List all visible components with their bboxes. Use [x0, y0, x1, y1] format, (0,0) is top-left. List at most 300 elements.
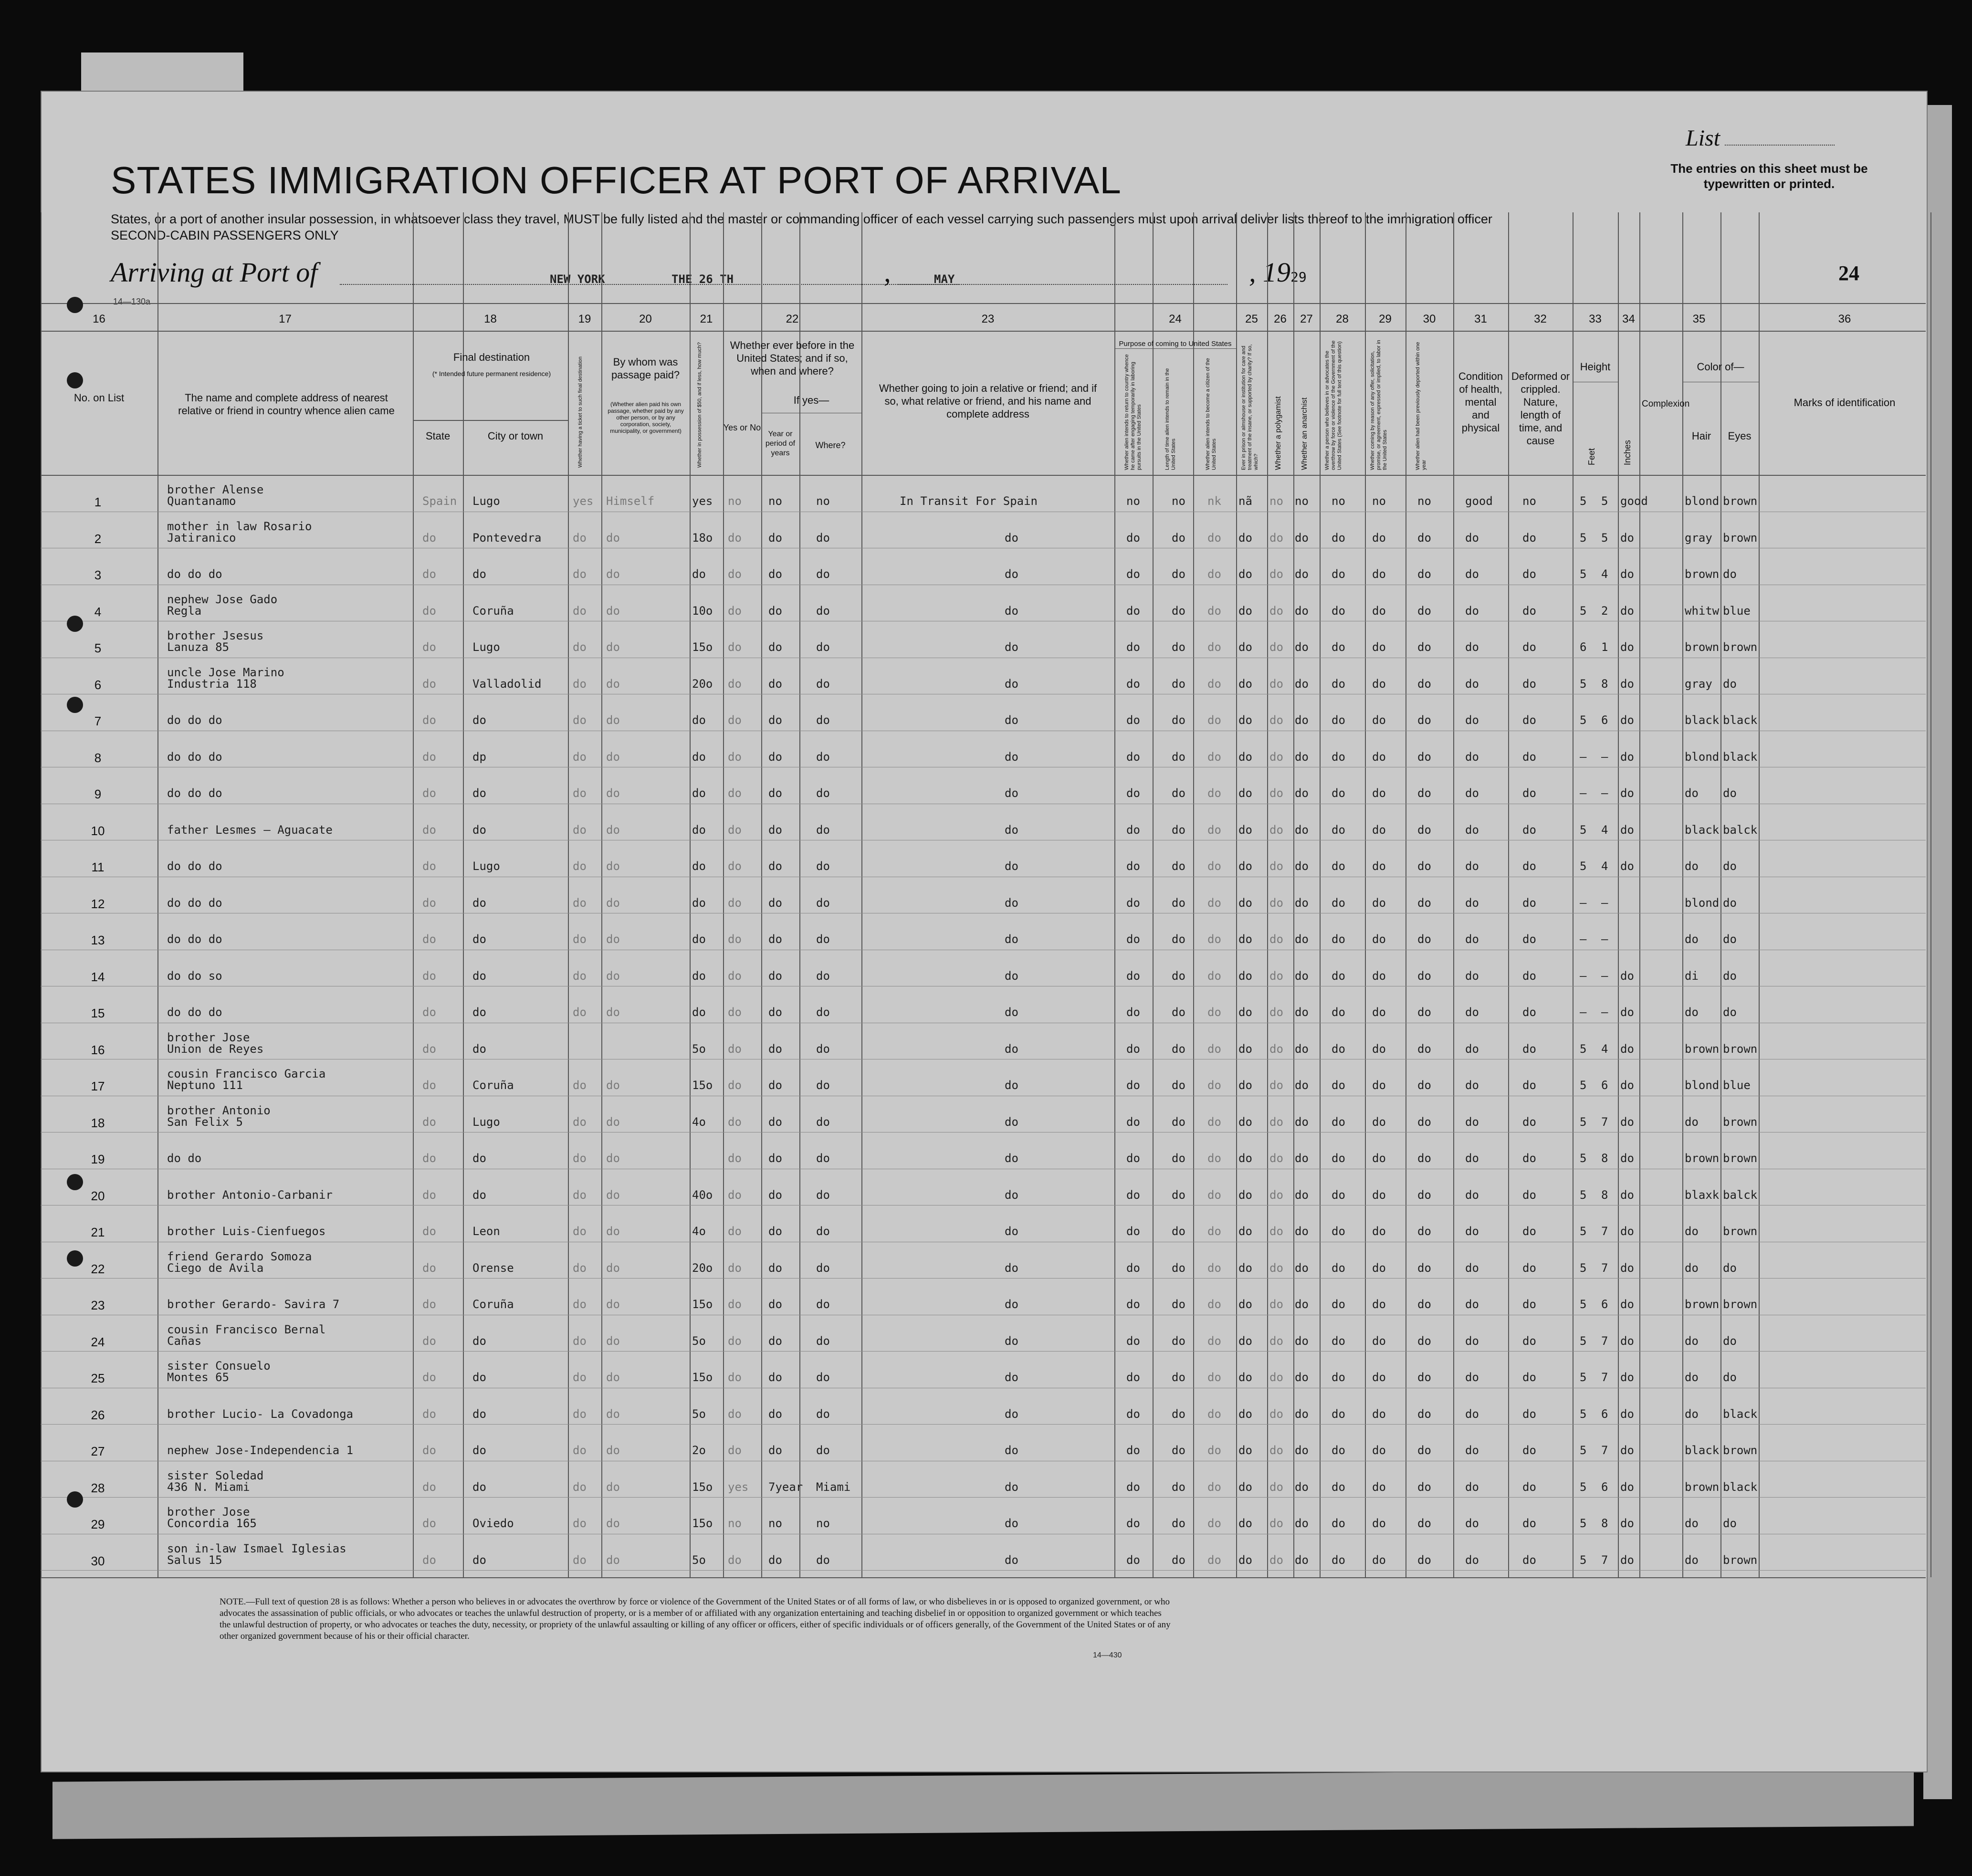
cell-eyes: brown — [1723, 640, 1758, 654]
row-number: 27 — [91, 1444, 105, 1458]
cell-c25: do — [1238, 1553, 1252, 1567]
cell-where: no — [816, 494, 830, 508]
cell-p1: do — [1126, 677, 1140, 691]
row-number: 15 — [91, 1006, 105, 1020]
cell-p3: nk — [1207, 494, 1221, 508]
cell-money: 15o — [692, 640, 713, 654]
cell-year: do — [768, 713, 782, 727]
cell-where: do — [816, 713, 830, 727]
cell-c25: do — [1238, 531, 1252, 545]
cell-deform: do — [1522, 713, 1536, 727]
cell-compl: do — [1620, 1042, 1634, 1056]
cell-eyes: do — [1723, 859, 1737, 873]
cell-health: do — [1465, 1042, 1479, 1056]
cell-c25: do — [1238, 1407, 1252, 1421]
cell-c26: do — [1269, 1553, 1283, 1567]
cell-ft: 5 — [1580, 823, 1587, 837]
cell-health: do — [1465, 1444, 1479, 1457]
header-nearest-relative: The name and complete address of nearest relative or friend in country whence alien came — [178, 392, 395, 417]
row-divider — [41, 1570, 1926, 1571]
cell-c26: do — [1269, 677, 1283, 691]
manifest-table — [41, 212, 1926, 1577]
cell-eyes: black — [1723, 713, 1758, 727]
cell-c25: do — [1238, 1042, 1252, 1056]
cell-in: 1 — [1601, 640, 1608, 654]
cell-money: 15o — [692, 1480, 713, 1494]
cell-c28: do — [1332, 1444, 1345, 1457]
header-if-yes: If yes— — [793, 394, 829, 406]
cell-paid: do — [606, 1079, 620, 1092]
cell-paid: do — [606, 1115, 620, 1129]
cell-p3: do — [1207, 604, 1221, 618]
cell-p1: do — [1126, 1371, 1140, 1384]
cell-rel2: Union de Reyes — [167, 1042, 264, 1056]
cell-ticket: do — [573, 604, 587, 618]
cell-health: good — [1465, 494, 1493, 508]
cell-c29: do — [1372, 677, 1386, 691]
cell-in: 7 — [1601, 1225, 1608, 1238]
cell-city: Lugo — [472, 494, 500, 508]
cell-ft: 5 — [1580, 1152, 1587, 1165]
cell-health: do — [1465, 969, 1479, 983]
cell-city: do — [472, 567, 486, 581]
cell-paid: do — [606, 1298, 620, 1311]
cell-c25: do — [1238, 640, 1252, 654]
cell-city: do — [472, 713, 486, 727]
cell-ticket: do — [573, 1152, 587, 1165]
cell-p2: no — [1172, 494, 1185, 508]
cell-c28: no — [1332, 494, 1345, 508]
cell-paid: do — [606, 1188, 620, 1202]
header-purpose-b: Length of time alien intends to remain in the United States — [1164, 368, 1176, 470]
cell-deform: do — [1522, 859, 1536, 873]
cell-p1: do — [1126, 1261, 1140, 1275]
cell-hair: do — [1685, 859, 1699, 873]
header-hair: Hair — [1691, 430, 1711, 442]
cell-p1: do — [1126, 531, 1140, 545]
cell-p2: do — [1172, 1115, 1185, 1129]
cell-year: do — [768, 640, 782, 654]
cell-join: do — [1005, 1298, 1018, 1311]
cell-c26: do — [1269, 604, 1283, 618]
cell-state: do — [422, 1407, 436, 1421]
cell-paid: do — [606, 1480, 620, 1494]
cell-ticket: do — [573, 969, 587, 983]
cell-paid: do — [606, 531, 620, 545]
cell-yn: do — [728, 713, 742, 727]
cell-city: do — [472, 786, 486, 800]
cell-in: 7 — [1601, 1553, 1608, 1567]
cell-c30: do — [1417, 1006, 1431, 1019]
cell-c25: do — [1238, 1152, 1252, 1165]
cell-p1: do — [1126, 1042, 1140, 1056]
cell-yn: do — [728, 531, 742, 545]
cell-state: do — [422, 786, 436, 800]
header-city: City or town — [487, 430, 544, 442]
row-divider — [41, 1424, 1926, 1425]
cell-money: 4o — [692, 1225, 706, 1238]
header-height: Height — [1580, 361, 1611, 373]
cell-c27: do — [1295, 1152, 1309, 1165]
cell-compl: do — [1620, 1079, 1634, 1092]
cell-compl: do — [1620, 1152, 1634, 1165]
cell-c27: do — [1295, 1188, 1309, 1202]
cell-rel2: Ciego de Avila — [167, 1261, 264, 1275]
header-complexion: Complexion — [1642, 399, 1690, 409]
cell-c26: do — [1269, 1371, 1283, 1384]
cell-eyes: do — [1723, 933, 1737, 946]
cell-money: do — [692, 823, 706, 837]
cell-deform: do — [1522, 1188, 1536, 1202]
cell-join: do — [1005, 1006, 1018, 1019]
col-num-22: 22 — [786, 313, 799, 325]
cell-rel1: friend Gerardo Somoza — [167, 1249, 312, 1263]
cell-c27: do — [1295, 567, 1309, 581]
cell-money: 20o — [692, 1261, 713, 1275]
binder-hole — [67, 1174, 83, 1190]
cell-c30: do — [1417, 786, 1431, 800]
cell-city: dp — [472, 750, 486, 764]
cell-c28: do — [1332, 1480, 1345, 1494]
cell-c28: do — [1332, 1188, 1345, 1202]
year-value: , 1929 — [1249, 257, 1307, 288]
cell-eyes: brown — [1723, 1553, 1758, 1567]
cell-join: do — [1005, 531, 1018, 545]
cell-deform: do — [1522, 531, 1536, 545]
cell-c25: do — [1238, 677, 1252, 691]
cell-c29: do — [1372, 567, 1386, 581]
cell-c26: do — [1269, 859, 1283, 873]
cell-ft: 5 — [1580, 1298, 1587, 1311]
cell-c29: do — [1372, 859, 1386, 873]
cell-paid: do — [606, 567, 620, 581]
cell-eyes: blue — [1723, 604, 1751, 618]
cell-c26: do — [1269, 531, 1283, 545]
cell-city: do — [472, 1444, 486, 1457]
cell-money: 10o — [692, 604, 713, 618]
row-number: 1 — [94, 495, 102, 509]
cell-rel2: brother Antonio-Carbanir — [167, 1188, 333, 1202]
cell-c27: no — [1295, 494, 1309, 508]
cell-rel2: 436 N. Miami — [167, 1480, 250, 1494]
cell-ft: – — [1580, 969, 1587, 983]
cell-p2: do — [1172, 1444, 1185, 1457]
cell-in: 7 — [1601, 1444, 1608, 1457]
cell-c26: do — [1269, 1115, 1283, 1129]
cell-deform: do — [1522, 677, 1536, 691]
cell-health: do — [1465, 713, 1479, 727]
cell-compl: do — [1620, 677, 1634, 691]
cell-health: do — [1465, 1079, 1479, 1092]
cell-rel2: do do do — [167, 786, 222, 800]
cell-c25: do — [1238, 859, 1252, 873]
cell-year: do — [768, 750, 782, 764]
cell-c28: do — [1332, 1079, 1345, 1092]
cell-c25: do — [1238, 1225, 1252, 1238]
cell-year: do — [768, 1371, 782, 1384]
binder-hole — [67, 1250, 83, 1267]
cell-hair: di — [1685, 969, 1699, 983]
cell-where: do — [816, 1115, 830, 1129]
cell-p3: do — [1207, 1042, 1221, 1056]
cell-in: 8 — [1601, 1517, 1608, 1530]
cell-state: do — [422, 823, 436, 837]
row-divider — [41, 1497, 1926, 1498]
cell-rel2: do do — [167, 1152, 202, 1165]
cell-p3: do — [1207, 1225, 1221, 1238]
cell-rel2: Montes 65 — [167, 1371, 230, 1384]
cell-p3: do — [1207, 1188, 1221, 1202]
cell-city: do — [472, 969, 486, 983]
cell-rel2: do do do — [167, 567, 222, 581]
cell-in: – — [1601, 1006, 1608, 1019]
header-purpose: Purpose of coming to United States — [1119, 340, 1232, 348]
cell-compl: do — [1620, 531, 1634, 545]
cell-c27: do — [1295, 1334, 1309, 1348]
row-number: 4 — [94, 604, 102, 619]
cell-c25: do — [1238, 896, 1252, 910]
cell-ticket: do — [573, 1298, 587, 1311]
cell-c28: do — [1332, 1407, 1345, 1421]
cell-where: do — [816, 1298, 830, 1311]
cell-paid: do — [606, 640, 620, 654]
cell-ticket: do — [573, 567, 587, 581]
cell-c28: do — [1332, 1042, 1345, 1056]
cell-p1: do — [1126, 1334, 1140, 1348]
cell-c30: do — [1417, 896, 1431, 910]
cell-ft: 6 — [1580, 640, 1587, 654]
cell-year: do — [768, 823, 782, 837]
cell-ticket: do — [573, 640, 587, 654]
cell-in: 8 — [1601, 1188, 1608, 1202]
cell-where: do — [816, 1334, 830, 1348]
cell-c26: do — [1269, 1334, 1283, 1348]
cell-c27: do — [1295, 531, 1309, 545]
cell-p3: do — [1207, 567, 1221, 581]
cell-where: do — [816, 1188, 830, 1202]
cell-rel2: do do do — [167, 750, 222, 764]
cell-eyes: brown — [1723, 494, 1758, 508]
cell-c30: do — [1417, 1115, 1431, 1129]
cell-ft: 5 — [1580, 1553, 1587, 1567]
cell-city: do — [472, 1188, 486, 1202]
cell-year: do — [768, 969, 782, 983]
cell-in: 7 — [1601, 1261, 1608, 1275]
cell-health: do — [1465, 750, 1479, 764]
cell-paid: do — [606, 786, 620, 800]
cell-health: do — [1465, 1480, 1479, 1494]
cell-health: do — [1465, 1152, 1479, 1165]
cell-c25: do — [1238, 1480, 1252, 1494]
col-num-23: 23 — [981, 313, 995, 325]
binder-hole — [67, 616, 83, 632]
cell-c29: do — [1372, 1261, 1386, 1275]
cell-p3: do — [1207, 640, 1221, 654]
cell-yn: do — [728, 1298, 742, 1311]
col-num-27: 27 — [1300, 313, 1313, 325]
cell-ft: 5 — [1580, 1225, 1587, 1238]
cell-join: do — [1005, 1480, 1018, 1494]
cell-p3: do — [1207, 1152, 1221, 1165]
header-final-destination: Final destination — [453, 351, 530, 363]
cell-ft: 5 — [1580, 604, 1587, 618]
cell-c27: do — [1295, 640, 1309, 654]
cell-ft: 5 — [1580, 713, 1587, 727]
cell-rel1: brother Jose — [167, 1505, 250, 1519]
cell-in: 7 — [1601, 1334, 1608, 1348]
cell-p1: do — [1126, 1225, 1140, 1238]
cell-city: Orense — [472, 1261, 514, 1275]
cell-p3: do — [1207, 969, 1221, 983]
cell-health: do — [1465, 677, 1479, 691]
cell-ft: – — [1580, 786, 1587, 800]
cell-c27: do — [1295, 1298, 1309, 1311]
col-num-34: 34 — [1622, 313, 1635, 325]
cell-state: do — [422, 1480, 436, 1494]
cell-year: do — [768, 859, 782, 873]
cell-year: do — [768, 604, 782, 618]
row-number: 25 — [91, 1371, 105, 1385]
cell-c28: do — [1332, 1261, 1345, 1275]
cell-c28: do — [1332, 1553, 1345, 1567]
cell-money: 2o — [692, 1444, 706, 1457]
cell-ft: 5 — [1580, 531, 1587, 545]
cell-year: do — [768, 1042, 782, 1056]
cell-rel2: do do do — [167, 1006, 222, 1019]
cell-city: do — [472, 1334, 486, 1348]
row-number: 24 — [91, 1334, 105, 1349]
cell-c27: do — [1295, 1444, 1309, 1457]
col-num-35: 35 — [1692, 313, 1706, 325]
cell-rel1: sister Soledad — [167, 1468, 264, 1482]
cell-p1: do — [1126, 1006, 1140, 1019]
cell-c30: do — [1417, 933, 1431, 946]
cell-deform: do — [1522, 1042, 1536, 1056]
cell-c25: do — [1238, 1188, 1252, 1202]
page-number: 24 — [1838, 262, 1859, 285]
cell-p3: do — [1207, 750, 1221, 764]
header-deformed: Deformed or crippled. Nature, length of time, and cause — [1511, 370, 1570, 447]
cell-c28: do — [1332, 567, 1345, 581]
col-num-31: 31 — [1474, 313, 1487, 325]
cell-c27: do — [1295, 896, 1309, 910]
cell-c29: do — [1372, 896, 1386, 910]
cell-yn: do — [728, 640, 742, 654]
cell-where: no — [816, 1517, 830, 1530]
cell-city: Coruña — [472, 1298, 514, 1311]
header-polygamist: Whether a polygamist — [1274, 396, 1282, 470]
row-number: 30 — [91, 1553, 105, 1568]
cell-c29: do — [1372, 604, 1386, 618]
cell-p3: do — [1207, 1371, 1221, 1384]
cell-join: do — [1005, 786, 1018, 800]
cell-hair: do — [1685, 1261, 1699, 1275]
cell-ticket: do — [573, 1480, 587, 1494]
cell-c25: do — [1238, 1115, 1252, 1129]
cell-p3: do — [1207, 896, 1221, 910]
cell-ticket: do — [573, 1444, 587, 1457]
cell-ticket: do — [573, 531, 587, 545]
cell-c28: do — [1332, 677, 1345, 691]
cell-health: do — [1465, 1298, 1479, 1311]
cell-city: Leon — [472, 1225, 500, 1238]
cell-yn: do — [728, 1444, 742, 1457]
cell-p1: do — [1126, 1407, 1140, 1421]
cell-c30: do — [1417, 1517, 1431, 1530]
cell-c30: do — [1417, 1298, 1431, 1311]
cell-where: do — [816, 896, 830, 910]
cell-state: do — [422, 1152, 436, 1165]
cell-city: Oviedo — [472, 1517, 514, 1530]
cell-in: – — [1601, 786, 1608, 800]
cell-rel2: do do do — [167, 859, 222, 873]
form-code: 14—130a — [113, 297, 151, 306]
cell-rel2: father Lesmes – Aguacate — [167, 823, 333, 837]
cell-rel2: Regla — [167, 604, 202, 618]
cell-money: do — [692, 859, 706, 873]
cell-health: do — [1465, 786, 1479, 800]
cell-p3: do — [1207, 1006, 1221, 1019]
cell-money: do — [692, 933, 706, 946]
cell-c29: do — [1372, 1152, 1386, 1165]
cell-deform: do — [1522, 786, 1536, 800]
list-label: List — [1686, 125, 1835, 151]
cell-c27: do — [1295, 1079, 1309, 1092]
cell-in: 2 — [1601, 604, 1608, 618]
cell-paid: do — [606, 969, 620, 983]
cell-c29: do — [1372, 933, 1386, 946]
header-feet: Feet — [1587, 448, 1596, 465]
cell-p2: do — [1172, 1334, 1185, 1348]
cell-p2: do — [1172, 896, 1185, 910]
cell-yn: do — [728, 1261, 742, 1275]
cell-hair: gray — [1685, 677, 1712, 691]
cell-state: do — [422, 677, 436, 691]
cell-c29: do — [1372, 1334, 1386, 1348]
cell-p3: do — [1207, 859, 1221, 873]
cell-ticket: do — [573, 1371, 587, 1384]
cell-c30: do — [1417, 713, 1431, 727]
cell-year: 7year — [768, 1480, 803, 1494]
cell-yn: do — [728, 750, 742, 764]
cell-c26: do — [1269, 750, 1283, 764]
cell-p2: do — [1172, 933, 1185, 946]
col-num-17: 17 — [279, 313, 292, 325]
col-num-18: 18 — [484, 313, 497, 325]
cell-c28: do — [1332, 713, 1345, 727]
cell-rel2: Salus 15 — [167, 1553, 222, 1567]
cell-paid: do — [606, 1553, 620, 1567]
cell-compl: do — [1620, 1188, 1634, 1202]
row-number: 19 — [91, 1152, 105, 1166]
cell-p3: do — [1207, 1407, 1221, 1421]
cell-compl: do — [1620, 1444, 1634, 1457]
cell-c25: do — [1238, 1079, 1252, 1092]
cell-p2: do — [1172, 750, 1185, 764]
cell-yn: do — [728, 604, 742, 618]
cell-money: do — [692, 896, 706, 910]
cell-c25: do — [1238, 823, 1252, 837]
cell-where: do — [816, 1152, 830, 1165]
cell-where: Miami — [816, 1480, 851, 1494]
cell-money: 5o — [692, 1042, 706, 1056]
cell-ticket: do — [573, 786, 587, 800]
cell-p2: do — [1172, 1188, 1185, 1202]
row-number: 5 — [94, 641, 102, 655]
cell-year: do — [768, 1152, 782, 1165]
cell-compl: do — [1620, 1225, 1634, 1238]
cell-eyes: brown — [1723, 1152, 1758, 1165]
